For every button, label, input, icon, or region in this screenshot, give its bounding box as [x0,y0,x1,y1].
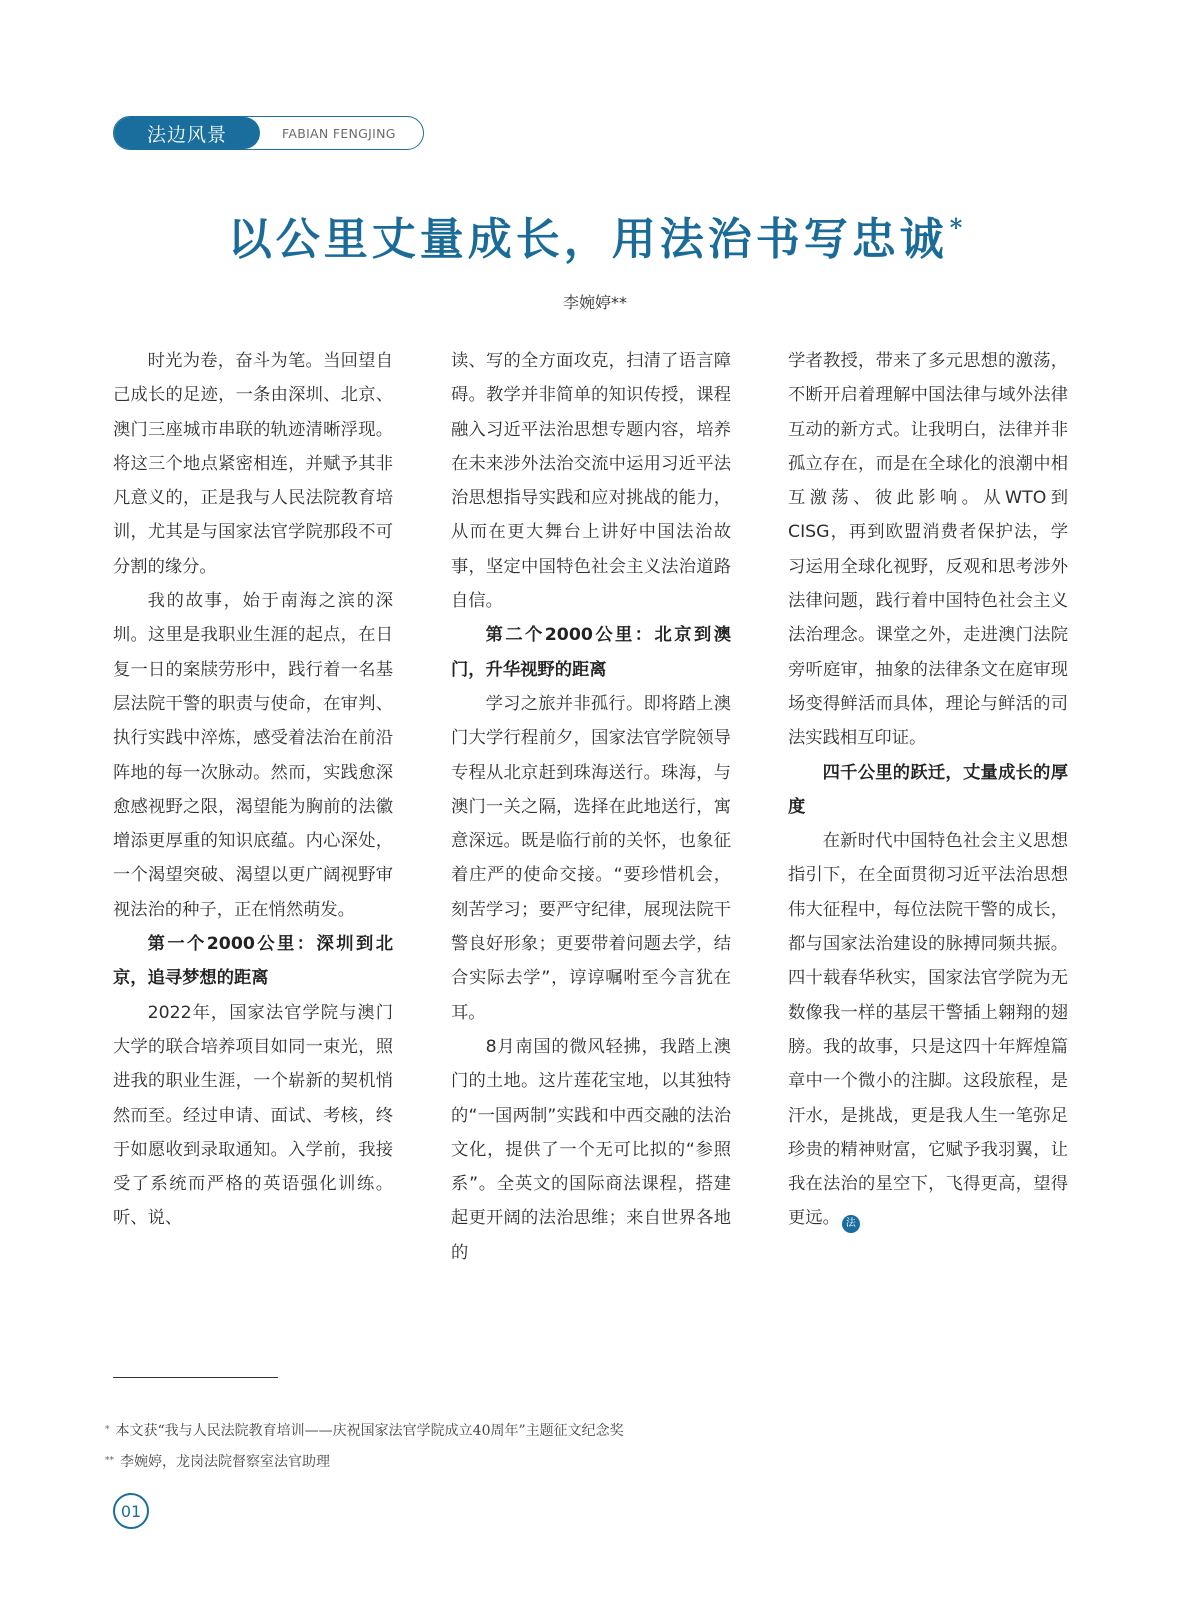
paragraph: 2022年，国家法官学院与澳门大学的联合培养项目如同一束光，照进我的职业生涯，一个崭新的契机悄然而至。经过申请、面试、考核，终于如愿收到录取通知。入学前，我接受了系统而严格的英语强化训练。听、说、 [113,1002,393,1229]
paragraph: 读、写的全方面攻克，扫清了语言障碍。教学并非简单的知识传授，课程融入习近平法治思想专题内容，培养在未来涉外法治交流中运用习近平法治思想指导实践和应对挑战的能力，从而在更大舞台上讲好中国法治故事，坚定中国特色社会主义法治道路自信。 [451,351,731,612]
article-title [0,203,1190,267]
article-title-text: 以公里丈量成长，用法治书写忠诚 [227,214,948,265]
end-mark-icon: 法 [842,1215,860,1233]
footnotes [105,1415,624,1477]
footnote-mark: * [105,1425,110,1435]
page-number: 01 [113,1493,149,1529]
section-heading: 第一个2000公里：深圳到北京，追寻梦想的距离 [113,934,393,989]
footnote-text: 李婉婷，龙岗法院督察室法官助理 [120,1454,330,1470]
section-tag [113,116,424,150]
paragraph-final [788,824,1068,1236]
paragraph: 时光为卷，奋斗为笔。当回望自己成长的足迹，一条由深圳、北京、澳门三座城市串联的轨迹清晰浮现。将这三个地点紧密相连，并赋予其非凡意义的，正是我与人民法院教育培训，尤其是与国家法官学院那段不可分割的缘分。 [113,351,393,577]
section-heading: 第二个2000公里：北京到澳门，升华视野的距离 [451,625,731,680]
section-name-en: FABIAN FENGJING [282,125,396,141]
text-column-1 [113,344,393,1236]
text-column-2 [451,344,731,1270]
paragraph: 8月南国的微风轻拂，我踏上澳门的土地。这片莲花宝地，以其独特的“一国两制”实践和中西交融的法治文化，提供了一个无可比拟的“参照系”。全英文的国际商法课程，搭建起更开阔的法治思维；来自世界各地的 [451,1036,731,1263]
title-footnote-mark: * [949,213,963,242]
footnote [105,1415,624,1446]
footnote [105,1446,624,1477]
section-name-cn: 法边风景 [114,117,260,149]
author-byline: 李婉婷** [562,293,627,312]
section-heading: 四千公里的跃迁，丈量成长的厚度 [788,762,1068,817]
text-column-3 [788,344,1068,1236]
footnote-mark: ** [105,1456,114,1466]
paragraph-text: 在新时代中国特色社会主义思想指引下，在全面贯彻习近平法治思想伟大征程中，每位法院干警的成长，都与国家法治建设的脉搏同频共振。四十载春华秋实，国家法官学院为无数像我一样的基层干警插上翱翔的翅膀。我的故事，只是这四十年辉煌篇章中一个微小的注脚。这段旅程，是汗水，是挑战，更是我人生一笔弥足珍贵的精神财富，它赋予我羽翼，让我在法治的星空下，飞得更高，望得更远。 [788,831,1068,1229]
paragraph: 学者教授，带来了多元思想的激荡，不断开启着理解中国法律与域外法律互动的新方式。让我明白，法律并非孤立存在，而是在全球化的浪潮中相互激荡、彼此影响。从WTO到CISG，再到欧盟消费者保护法，学习运用全球化视野，反观和思考涉外法律问题，践行着中国特色社会主义法治理念。课堂之外，走进澳门法院旁听庭审，抽象的法律条文在庭审现场变得鲜活而具体，理论与鲜活的司法实践相互印证。 [788,351,1068,749]
paragraph: 我的故事，始于南海之滨的深圳。这里是我职业生涯的起点，在日复一日的案牍劳形中，践行着一名基层法院干警的职责与使命，在审判、执行实践中淬炼，感受着法治在前沿阵地的每一次脉动。然而，实践愈深愈感视野之限，渴望能为胸前的法徽增添更厚重的知识底蕴。内心深处，一个渴望突破、渴望以更广阔视野审视法治的种子，正在悄然萌发。 [113,591,393,920]
paragraph: 学习之旅并非孤行。即将踏上澳门大学行程前夕，国家法官学院领导专程从北京赶到珠海送行。珠海，与澳门一关之隔，选择在此地送行，寓意深远。既是临行前的关怀，也象征着庄严的使命交接。“要珍惜机会，刻苦学习；要严守纪律，展现法院干警良好形象；更要带着问题去学，结合实际去学”，谆谆嘱咐至今言犹在耳。 [451,693,731,1023]
footnote-divider [113,1377,278,1378]
footnote-text: 本文获“我与人民法院教育培训——庆祝国家法官学院成立40周年”主题征文纪念奖 [115,1423,624,1439]
